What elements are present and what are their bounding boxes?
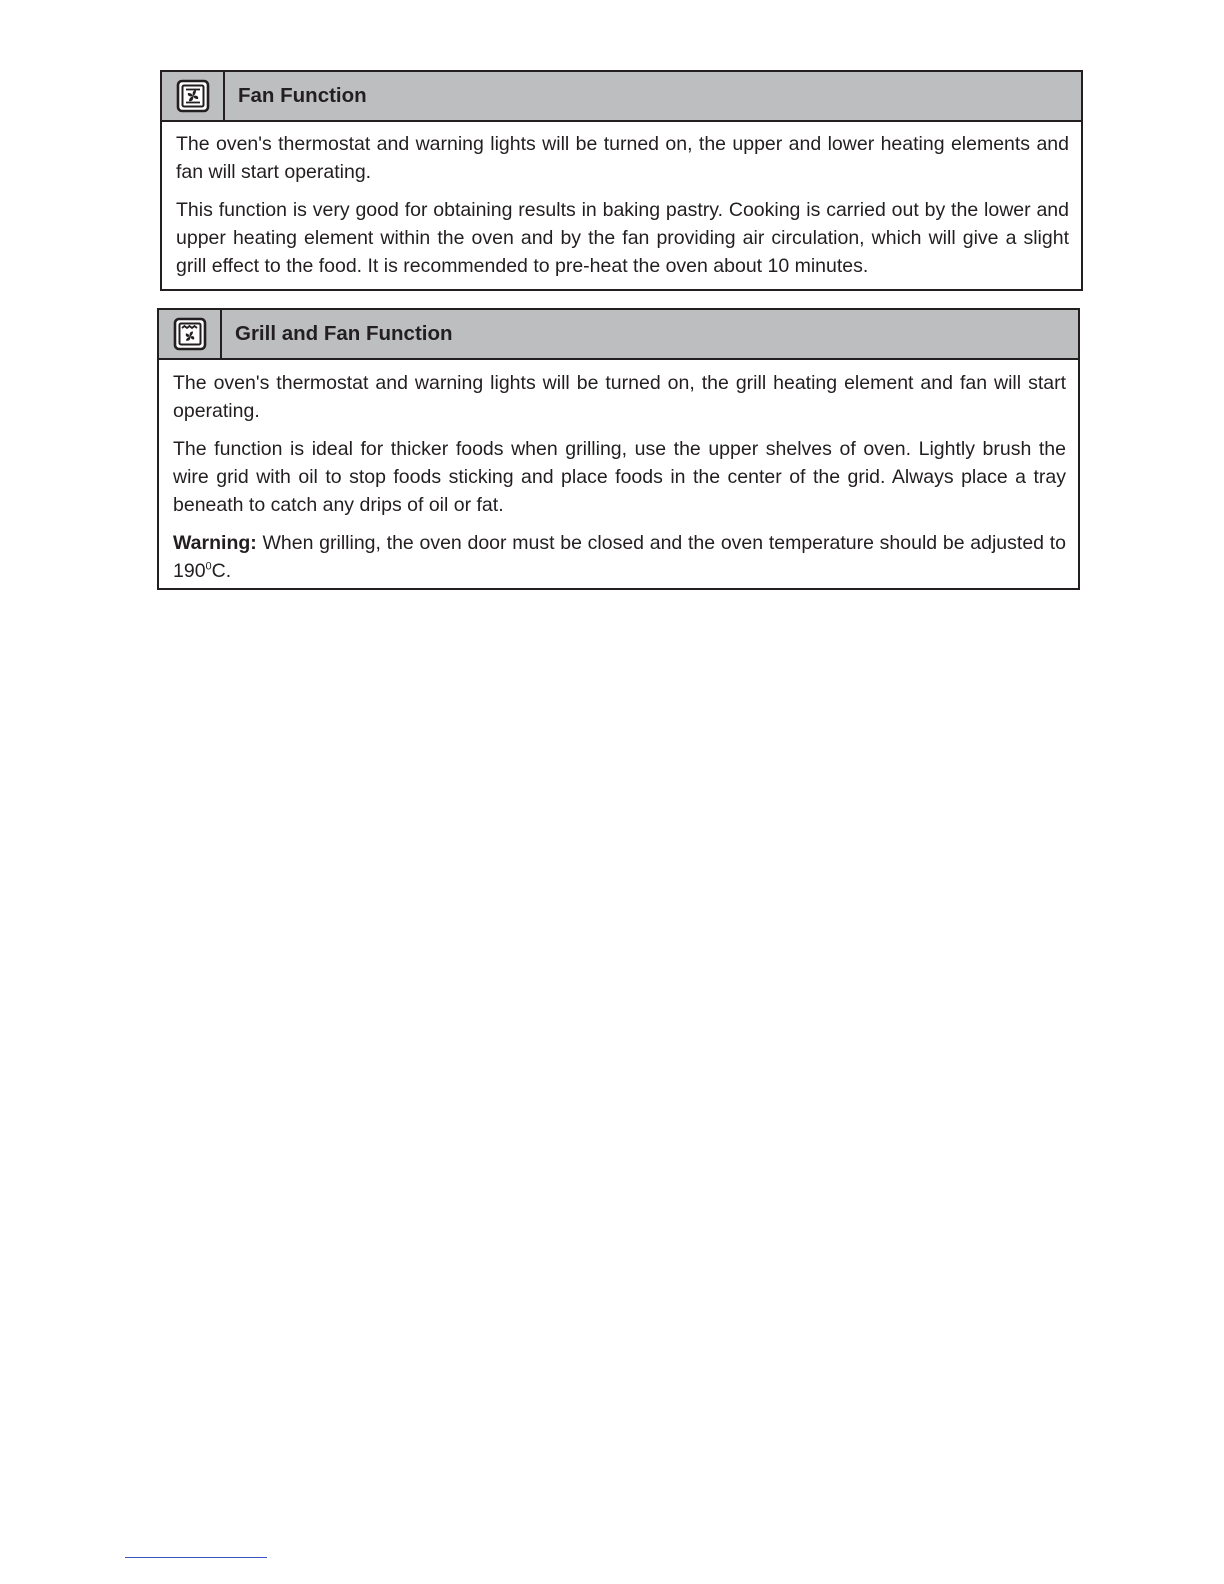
grill-fan-function-header (159, 310, 1078, 360)
fan-function-title: Fan Function (238, 84, 367, 107)
grill-fan-warning (173, 529, 1066, 585)
warning-label: Warning: (173, 532, 257, 554)
degree-superscript: 0 (205, 560, 212, 573)
warning-text: When grilling, the oven door must be closed and the oven temperature should be adjusted to 190 (173, 532, 1066, 582)
fan-function-paragraph: This function is very good for obtaining results in baking pastry. Cooking is carried out by the lower and upper heating element within the oven and by the fan providing air circulation, which will give a slight grill effect to the food. It is recommended to pre-heat the oven about 10 minutes. (176, 199, 1069, 277)
footer-rule (125, 1557, 267, 1558)
grill-fan-function-paragraph: The oven's thermostat and warning lights will be turned on, the grill heating element and fan will start operating. (173, 372, 1066, 422)
grill-fan-function-icon-cell (159, 310, 222, 358)
grill-fan-function-body (159, 360, 1078, 585)
fan-function-header (162, 72, 1081, 122)
oven-fan-icon (176, 79, 210, 113)
grill-fan-function-paragraph: The function is ideal for thicker foods when grilling, use the upper shelves of oven. Lightly brush the wire grid with oil to stop foods sticking and place foods in the center of the grid. Always place a tray beneath to catch any drips of oil or fat. (173, 438, 1066, 516)
warning-text-unit: C. (211, 560, 232, 582)
oven-grill-fan-icon (173, 317, 207, 351)
grill-fan-function-title: Grill and Fan Function (235, 322, 453, 345)
fan-function-box (160, 70, 1083, 291)
grill-fan-function-box (157, 308, 1080, 590)
fan-function-paragraph: The oven's thermostat and warning lights will be turned on, the upper and lower heating elements and fan will start operating. (176, 133, 1069, 183)
fan-function-icon-cell (162, 72, 225, 120)
fan-function-body (162, 122, 1081, 280)
